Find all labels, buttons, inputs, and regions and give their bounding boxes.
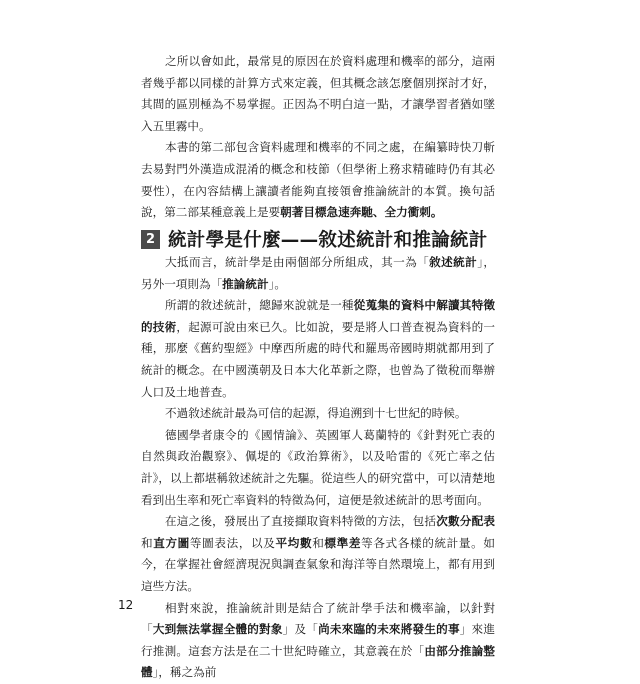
emphasis-text: 朝著目標急速奔馳、全力衝刺。: [280, 205, 443, 220]
text-run: 本書的第二部包含資料處理和機率的不同之處，在編纂時快刀斬去易對門外漢造成混淆的概念和枝節（但學術上務求精確時仍有其必要性），在內容結構上讓讀者能夠直接領會推論統計的本質。換句話說，第二部某種意義上是要: [141, 140, 495, 220]
text-run: 」來進行推測。這套方法是在二十世紀時確立，其意義在於「: [141, 622, 495, 658]
paragraph: [141, 51, 495, 137]
text-run: 」，稱之為前: [152, 665, 217, 680]
text-run: 在這之後，發展出了直接擷取資料特徵的方法，包括: [165, 514, 437, 529]
emphasis-text: 直方圖: [153, 535, 190, 550]
paragraph: [141, 511, 495, 597]
section-title: 統計學是什麼——敘述統計和推論統計: [168, 230, 488, 251]
text-run: 相對來說，推論統計則是結合了統計學手法和機率論，以針對「: [141, 600, 495, 637]
paragraph: [141, 403, 495, 425]
intro-text-block: [141, 51, 495, 224]
section-heading: [141, 224, 495, 254]
text-run: 等圖表法，以及: [189, 535, 276, 550]
paragraph: [141, 295, 495, 403]
text-run: 德國學者康令的《國情論》、英國軍人葛蘭特的《針對死亡表的自然與政治觀察》、佩堤的《政治算術》，以及哈雷的《死亡率之估計》，以上都堪稱敘述統計之先驅。從這些人的研究當中，可以清楚地看到出生率和死亡率資料的特徵為何，這便是敘述統計的思考面向。: [141, 427, 495, 507]
section-body: [141, 252, 495, 684]
text-run: 大抵而言，統計學是由兩個部分所組成，其一為「: [165, 255, 430, 269]
emphasis-text: 從蒐集的資料中解讀其特徵的技術: [141, 298, 495, 334]
emphasis-text: 大到無法掌握全體的對象: [152, 622, 283, 637]
text-run: 和: [312, 535, 325, 550]
section-number-badge: 2: [141, 230, 160, 249]
text-run: ，起源可說由來已久。比如說，要是將人口普查視為資料的一種，那麼《舊約聖經》中摩西所處的時代和羅馬帝國時期就都用到了統計的概念。在中國漢朝及日本大化革新之際，也曾為了徵稅而舉辦人口及土地普查。: [141, 319, 495, 399]
page-number: 12: [118, 598, 134, 612]
emphasis-text: 平均數: [275, 535, 313, 550]
emphasis-text: 推論統計: [222, 276, 269, 291]
text-run: 所謂的敘述統計，總歸來說就是一種: [165, 298, 354, 313]
paragraph: [141, 425, 495, 511]
emphasis-text: 由部分推論整體: [141, 643, 495, 680]
text-run: 」，另外一項則為「: [141, 255, 495, 291]
paragraph: [141, 137, 495, 223]
paragraph: [141, 598, 495, 684]
text-run: 之所以會如此，最常見的原因在於資料處理和機率的部分，這兩者幾乎都以同樣的計算方式來定義，但其概念該怎麼個別探討才好，其間的區別極為不易掌握。正因為不明白這一點，才讓學習者猶如墜入五里霧中。: [141, 54, 495, 133]
emphasis-text: 敘述統計: [429, 255, 478, 269]
emphasis-text: 尚未來臨的未來將發生的事: [318, 622, 460, 637]
emphasis-text: 標準差: [324, 535, 362, 550]
text-run: 不過敘述統計最為可信的起源，得追溯到十七世紀的時候。: [165, 406, 467, 421]
text-run: 和: [141, 535, 154, 550]
text-run: 等各式各樣的統計量。如今，在掌握社會經濟現況與調查氣象和海洋等自然環境上，都有用到這些方法。: [141, 535, 495, 593]
paragraph: [141, 252, 495, 295]
emphasis-text: 次數分配表: [436, 514, 495, 529]
text-run: 」。: [268, 276, 286, 291]
text-run: 」及「: [282, 622, 319, 637]
